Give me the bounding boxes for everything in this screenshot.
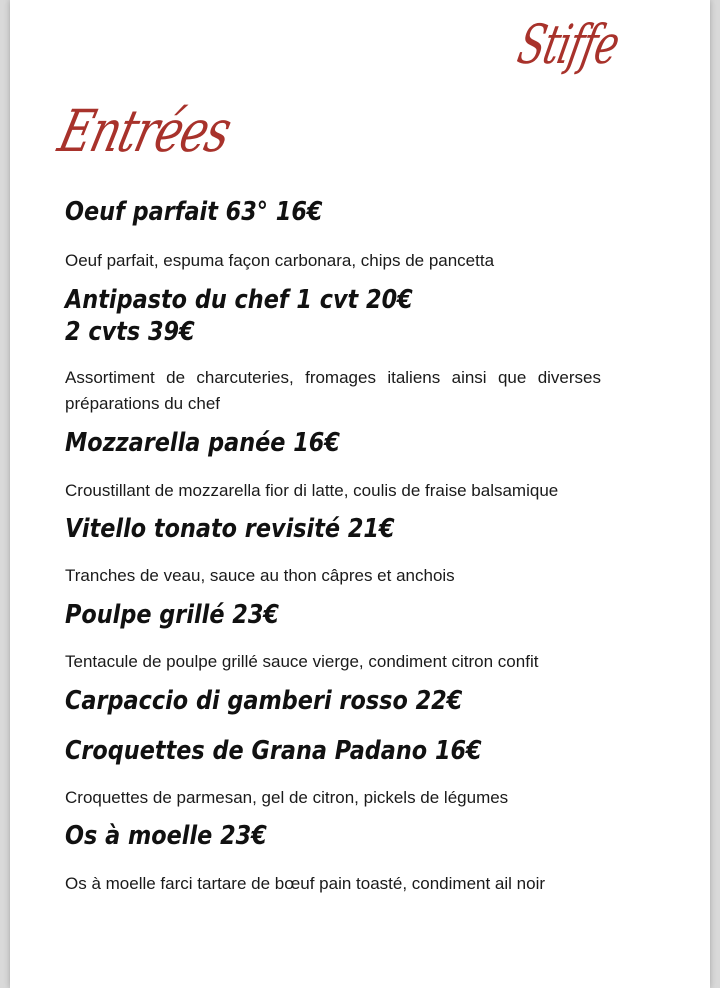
- dish-description: Oeuf parfait, espuma façon carbonara, chips de pancetta: [65, 251, 495, 270]
- dish-description: Os à moelle farci tartare de bœuf pain toasté, condiment ail noir: [65, 874, 546, 893]
- dish-name: Os à moelle 23€: [65, 821, 267, 851]
- dish-name-line2: 2 cvts 39€: [65, 317, 195, 347]
- dish-description: Tranches de veau, sauce au thon câpres et anchois: [65, 566, 455, 585]
- dish-name: Vitello tonato revisité 21€: [65, 514, 395, 544]
- menu-page: [10, 0, 710, 988]
- dish-name: Oeuf parfait 63° 16€: [65, 197, 323, 227]
- dish-description: Assortiment de charcuteries, fromages italiens ainsi que diverses préparations du chef: [65, 368, 601, 413]
- dish-name: Carpaccio di gamberi rosso 22€: [65, 686, 463, 716]
- restaurant-logo: Stiffe: [512, 13, 624, 76]
- dish-name: Mozzarella panée 16€: [65, 428, 340, 458]
- dish-description: Tentacule de poulpe grillé sauce vierge, condiment citron confit: [65, 652, 539, 671]
- dish-name: Antipasto du chef 1 cvt 20€: [65, 285, 413, 315]
- dish-description: Croustillant de mozzarella fior di latte, coulis de fraise balsamique: [65, 481, 559, 500]
- dish-name: Croquettes de Grana Padano 16€: [65, 736, 482, 766]
- dish-name: Poulpe grillé 23€: [65, 600, 279, 630]
- section-title: Entrées: [52, 97, 238, 165]
- dish-description: Croquettes de parmesan, gel de citron, pickels de légumes: [65, 788, 509, 807]
